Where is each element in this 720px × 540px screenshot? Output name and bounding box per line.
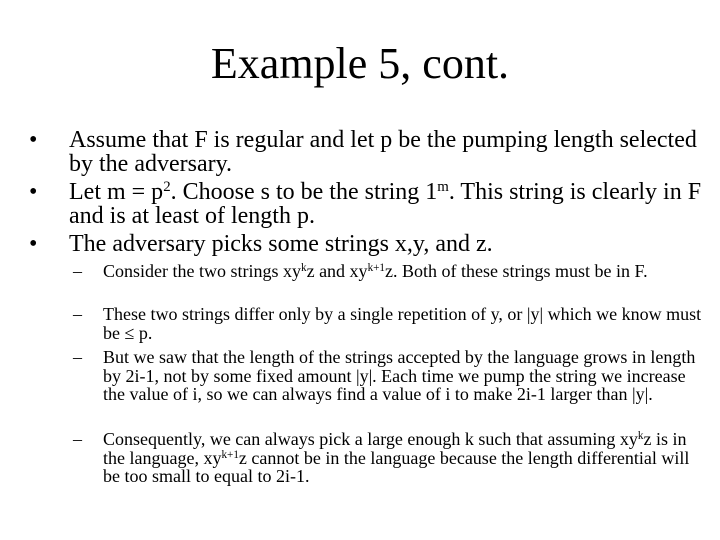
subbullet-text: These two strings differ only by a single repetition of y, or |y| which we know must be ≤ p. (103, 304, 702, 343)
bullet-item (29, 178, 709, 229)
dash-marker: – (73, 347, 82, 367)
subbullet-text: But we saw that the length of the strings accepted by the language grows in length by 2i-1, not by some fixed amount |y|. Each time we pump the string we increase the value of i, so we can always find a value of i to make 2i-1 larger than |y|. (103, 347, 696, 404)
subbullet-item (73, 304, 703, 343)
subbullet-text: Consequently, we can always pick a large enough k such that assuming $xy^kz$ is in the language, $xy^{k+1}z$ cannot be in the language because the length differential will be too small to equal to 2i-1. (103, 429, 690, 486)
bullet-marker: • (29, 179, 38, 205)
bullet-marker: • (29, 127, 38, 153)
subbullet-item (73, 347, 703, 404)
subbullet-item (73, 261, 703, 281)
bullet-text: Let $m = p^2$. Choose s to be the string 1$^m$. This string is clearly in F and is at least of length p. (69, 178, 702, 229)
slide-title: Example 5, cont. (210, 39, 510, 88)
dash-marker: – (73, 304, 82, 324)
dash-marker: – (73, 429, 82, 449)
bullet-item (29, 231, 709, 257)
subbullet-text: Consider the two strings $xy^kz$ and $xy^{k+1}z$. Both of these strings must be in F. (103, 261, 648, 281)
dash-marker: – (73, 261, 82, 281)
subbullet-item (73, 429, 703, 486)
bullet-text: The adversary picks some strings x,y, and z. (69, 231, 493, 257)
bullet-marker: • (29, 231, 38, 257)
bullet-text: Assume that F is regular and let p be the pumping length selected by the adversary. (69, 127, 697, 177)
bullet-item (29, 127, 709, 177)
